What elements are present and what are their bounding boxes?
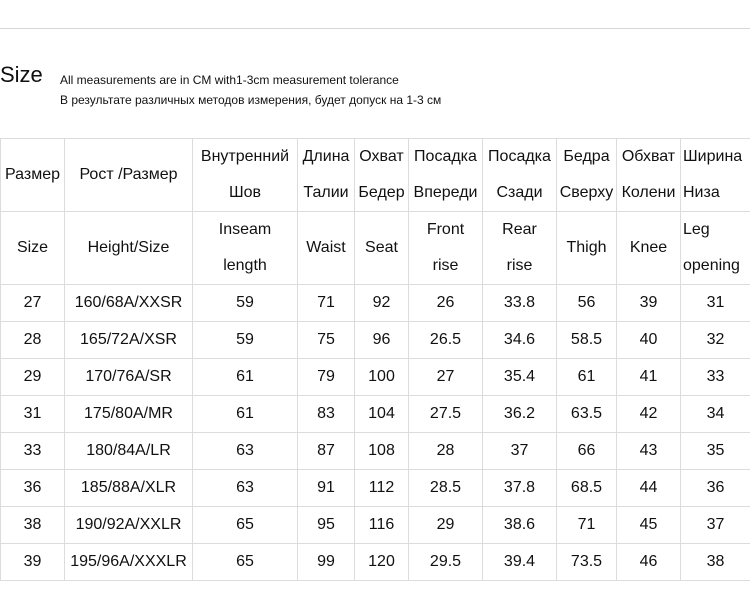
table-cell: 29: [1, 359, 65, 396]
table-row: [1, 359, 750, 396]
table-cell: 28.5: [409, 470, 483, 507]
table-cell: 71: [557, 507, 617, 544]
header-text: Впереди: [413, 184, 478, 201]
table-cell: 91: [298, 470, 355, 507]
header-cell: [298, 139, 355, 212]
table-cell: 185/88A/XLR: [65, 470, 193, 507]
table-cell: 71: [298, 285, 355, 322]
table-cell: 37: [483, 433, 557, 470]
table-cell: 92: [355, 285, 409, 322]
table-cell: 170/76A/SR: [65, 359, 193, 396]
header-text: Leg: [683, 221, 710, 238]
header-text: rise: [506, 257, 533, 274]
table-cell: 100: [355, 359, 409, 396]
table-cell: 58.5: [557, 322, 617, 359]
table-cell: 36.2: [483, 396, 557, 433]
table-cell: 29: [409, 507, 483, 544]
table-cell: 95: [298, 507, 355, 544]
table-cell: 38: [681, 544, 750, 581]
table-cell: 31: [681, 285, 750, 322]
header-text: Бедра: [563, 148, 610, 165]
header-text: opening: [683, 257, 740, 274]
table-cell: 99: [298, 544, 355, 581]
table-cell: 83: [298, 396, 355, 433]
table-cell: 33: [681, 359, 750, 396]
table-cell: 108: [355, 433, 409, 470]
header-text: Inseam: [218, 221, 272, 238]
table-cell: 38: [1, 507, 65, 544]
table-row: [1, 433, 750, 470]
table-cell: 160/68A/XXSR: [65, 285, 193, 322]
header-text: Размер: [5, 166, 60, 183]
header-text: Охват: [359, 148, 404, 165]
header-cell: [483, 212, 557, 285]
table-cell: 27.5: [409, 396, 483, 433]
table-cell: 34.6: [483, 322, 557, 359]
header-cell: [681, 212, 750, 285]
header-text: Thigh: [566, 239, 607, 256]
table-row: [1, 285, 750, 322]
table-cell: 68.5: [557, 470, 617, 507]
header-cell: [409, 212, 483, 285]
table-cell: 28: [1, 322, 65, 359]
table-cell: 59: [193, 322, 298, 359]
header-text: Waist: [306, 239, 346, 256]
header-text: Низа: [683, 184, 720, 201]
header-cell: [483, 139, 557, 212]
header-text: rise: [432, 257, 459, 274]
table-row: [1, 470, 750, 507]
table-cell: 46: [617, 544, 681, 581]
header-text: Height/Size: [87, 239, 170, 256]
header-text: Rear: [502, 221, 537, 238]
table-cell: 27: [409, 359, 483, 396]
table-cell: 44: [617, 470, 681, 507]
table-cell: 38.6: [483, 507, 557, 544]
size-chart-table: [0, 138, 750, 581]
table-row: [1, 507, 750, 544]
table-cell: 37: [681, 507, 750, 544]
table-cell: 61: [557, 359, 617, 396]
header-text: Ширина: [683, 148, 743, 165]
table-cell: 45: [617, 507, 681, 544]
measurement-note-ru: В результате различных методов измерения, будет допуск на 1-3 см: [60, 93, 442, 107]
table-cell: 33: [1, 433, 65, 470]
header-text: Knee: [629, 239, 668, 256]
table-row: [1, 322, 750, 359]
table-cell: 26.5: [409, 322, 483, 359]
table-cell: 33.8: [483, 285, 557, 322]
header-text: Обхват: [621, 148, 676, 165]
header-cell: [65, 139, 193, 212]
header-cell: [355, 212, 409, 285]
table-cell: 104: [355, 396, 409, 433]
header-text: length: [223, 257, 267, 274]
table-cell: 73.5: [557, 544, 617, 581]
header-text: Внутренний: [200, 148, 290, 165]
table-cell: 37.8: [483, 470, 557, 507]
table-cell: 63: [193, 433, 298, 470]
table-cell: 43: [617, 433, 681, 470]
table-cell: 28: [409, 433, 483, 470]
table-cell: 175/80A/MR: [65, 396, 193, 433]
page-title: Size: [0, 62, 43, 87]
table-cell: 65: [193, 507, 298, 544]
top-divider: [0, 28, 750, 29]
table-cell: 27: [1, 285, 65, 322]
header-text: Рост /Размер: [79, 166, 178, 183]
header-cell: [65, 212, 193, 285]
header-text: Front: [426, 221, 465, 238]
header-cell: [1, 139, 65, 212]
table-cell: 66: [557, 433, 617, 470]
table-cell: 36: [1, 470, 65, 507]
header-row-ru: [1, 139, 750, 212]
header-cell: [681, 139, 750, 212]
table-cell: 36: [681, 470, 750, 507]
header-text: Seat: [365, 239, 398, 256]
table-row: [1, 544, 750, 581]
header-row-en: [1, 212, 750, 285]
table-cell: 39: [617, 285, 681, 322]
header-cell: [298, 212, 355, 285]
header-cell: [557, 139, 617, 212]
header-text: Сзади: [496, 184, 543, 201]
header-cell: [617, 139, 681, 212]
table-cell: 96: [355, 322, 409, 359]
header-cell: [193, 139, 298, 212]
table-cell: 41: [617, 359, 681, 396]
table-row: [1, 396, 750, 433]
table-cell: 29.5: [409, 544, 483, 581]
table-cell: 40: [617, 322, 681, 359]
table-cell: 165/72A/XSR: [65, 322, 193, 359]
header-cell: [557, 212, 617, 285]
header-cell: [617, 212, 681, 285]
table-cell: 35.4: [483, 359, 557, 396]
table-cell: 32: [681, 322, 750, 359]
table-cell: 79: [298, 359, 355, 396]
table-cell: 26: [409, 285, 483, 322]
table-cell: 34: [681, 396, 750, 433]
header-text: Талии: [303, 184, 349, 201]
table-cell: 63: [193, 470, 298, 507]
header-cell: [1, 212, 65, 285]
table-cell: 39.4: [483, 544, 557, 581]
table-cell: 56: [557, 285, 617, 322]
table-cell: 39: [1, 544, 65, 581]
table-cell: 75: [298, 322, 355, 359]
table-cell: 190/92A/XXLR: [65, 507, 193, 544]
table-cell: 195/96A/XXXLR: [65, 544, 193, 581]
table-cell: 61: [193, 396, 298, 433]
header-text: Бедер: [358, 184, 405, 201]
table-cell: 120: [355, 544, 409, 581]
table-cell: 42: [617, 396, 681, 433]
table-cell: 61: [193, 359, 298, 396]
header-text: Шов: [228, 184, 262, 201]
header-text: Длина: [302, 148, 350, 165]
table-cell: 59: [193, 285, 298, 322]
header-cell: [193, 212, 298, 285]
header-text: Сверху: [559, 184, 614, 201]
measurement-note-en: All measurements are in CM with1-3cm measurement tolerance: [60, 73, 399, 87]
header-text: Посадка: [488, 148, 551, 165]
table-cell: 116: [355, 507, 409, 544]
table-cell: 65: [193, 544, 298, 581]
table-cell: 112: [355, 470, 409, 507]
table-cell: 31: [1, 396, 65, 433]
header-cell: [409, 139, 483, 212]
header-text: Size: [16, 239, 49, 256]
table-cell: 87: [298, 433, 355, 470]
table-cell: 63.5: [557, 396, 617, 433]
table-cell: 180/84A/LR: [65, 433, 193, 470]
header-text: Колени: [621, 184, 676, 201]
header-text: Посадка: [414, 148, 477, 165]
table-cell: 35: [681, 433, 750, 470]
header-cell: [355, 139, 409, 212]
